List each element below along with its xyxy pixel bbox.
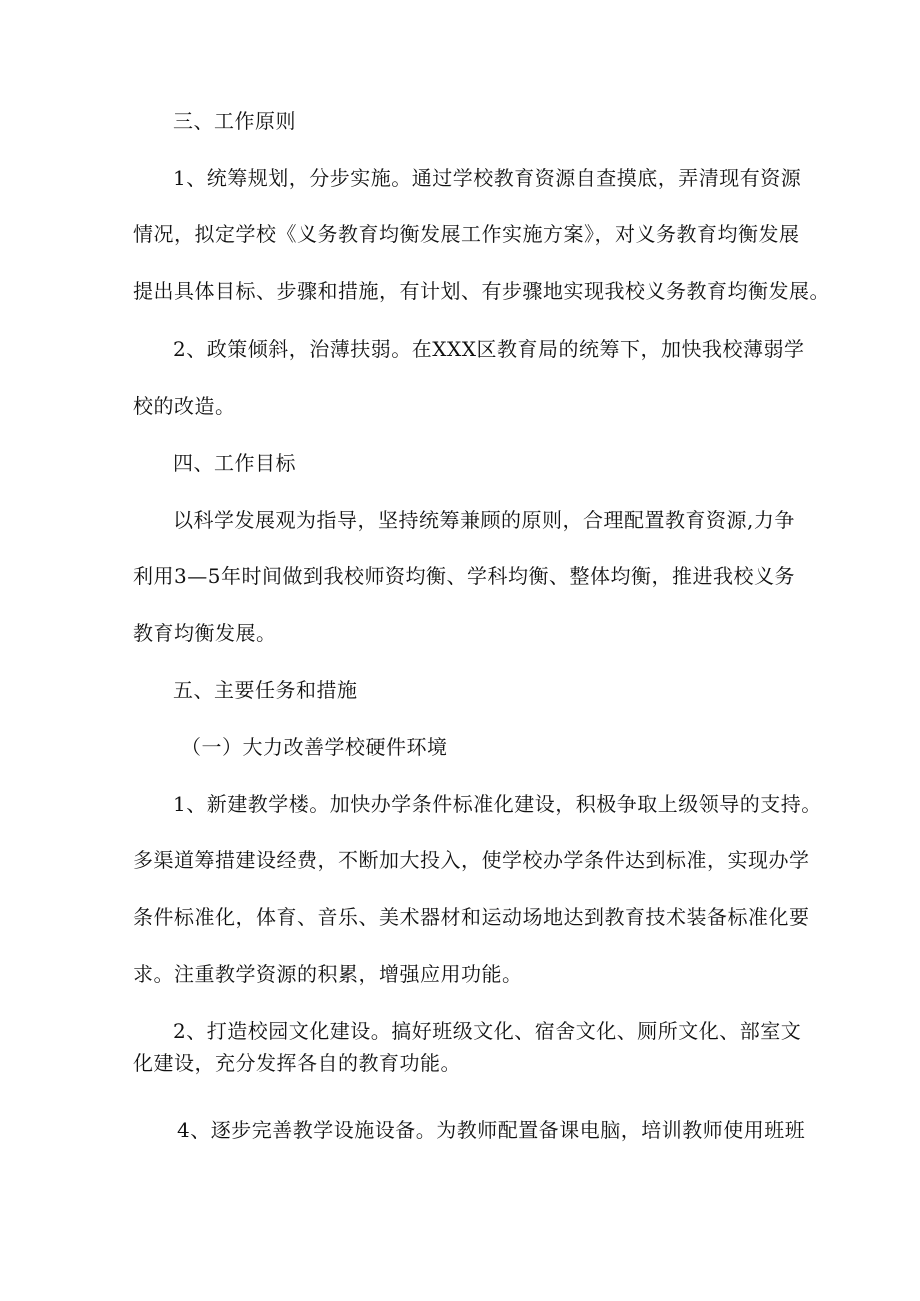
paragraph-line: 2、打造校园文化建设。搞好班级文化、宿舍文化、厕所文化、部室文 [173, 1019, 802, 1043]
paragraph-line: 校的改造。 [133, 394, 236, 418]
paragraph-line: 化建设，充分发挥各自的教育功能。 [133, 1051, 461, 1075]
paragraph-line: 1、新建教学楼。加快办学条件标准化建设，积极争取上级领导的支持。 [173, 792, 822, 816]
section-heading-goals: 四、工作目标 [173, 451, 296, 475]
section-heading-tasks: 五、主要任务和措施 [173, 678, 358, 702]
paragraph-line: 求。注重教学资源的积累，增强应用功能。 [133, 962, 523, 986]
paragraph-line: 4、逐步完善教学设施设备。为教师配置备课电脑，培训教师使用班班 [177, 1118, 806, 1142]
paragraph-line: 2、政策倾斜，治薄扶弱。在XXX区教育局的统筹下，加快我校薄弱学 [173, 337, 805, 361]
section-heading-principles: 三、工作原则 [173, 109, 296, 133]
paragraph-line: 条件标准化，体育、音乐、美术器材和运动场地达到教育技术装备标准化要 [133, 905, 810, 929]
subsection-heading-hardware: （一）大力改善学校硬件环境 [181, 735, 448, 759]
paragraph-line: 1、统筹规划，分步实施。通过学校教育资源自查摸底，弄清现有资源 [173, 166, 802, 190]
paragraph-line: 情况，拟定学校《义务教育均衡发展工作实施方案》，对义务教育均衡发展 [133, 222, 800, 246]
paragraph-line: 提出具体目标、步骤和措施，有计划、有步骤地实现我校义务教育均衡发展。 [133, 279, 830, 303]
paragraph-line: 教育均衡发展。 [133, 621, 277, 645]
paragraph-line: 利用3—5年时间做到我校师资均衡、学科均衡、整体均衡，推进我校义务 [133, 564, 795, 588]
paragraph-line: 多渠道筹措建设经费，不断加大投入，使学校办学条件达到标准，实现办学 [133, 848, 810, 872]
paragraph-line: 以科学发展观为指导，坚持统筹兼顾的原则，合理配置教育资源,力争 [173, 508, 795, 532]
